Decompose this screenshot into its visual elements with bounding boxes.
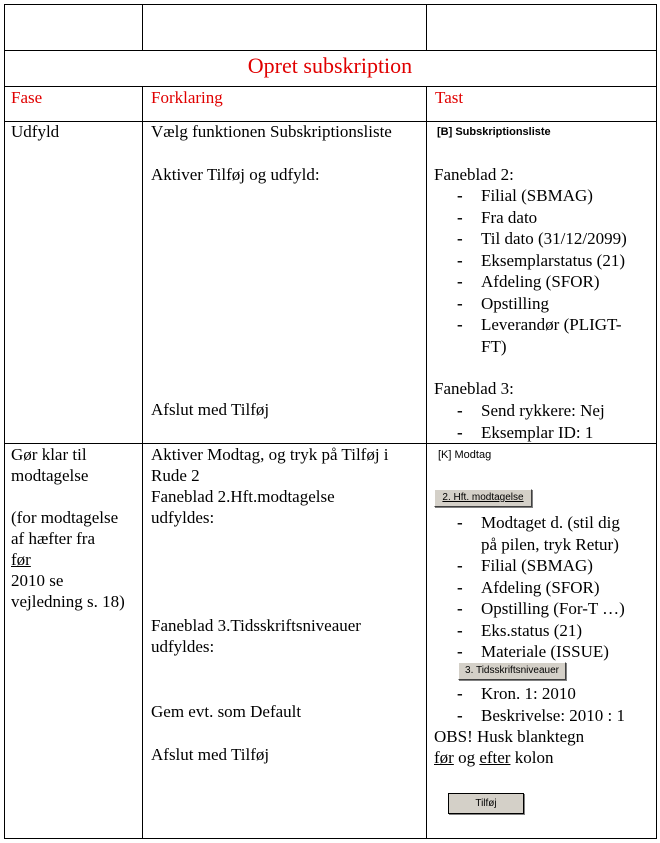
fase-line: vejledning s. 18) [11, 592, 125, 611]
bullet-dash: - [457, 705, 463, 725]
bullet-dash: - [457, 422, 463, 442]
border-left [4, 4, 5, 839]
list-item: Til dato (31/12/2099) [481, 229, 627, 248]
fase-line: Gør klar til [11, 445, 87, 464]
list-item: Eksemplarstatus (21) [481, 250, 625, 270]
bullet-dash: - [457, 556, 463, 575]
fase-line: af hæfter fra [11, 529, 96, 548]
bullet-dash: - [457, 401, 463, 420]
list-item: Eksemplar ID: 1 [481, 422, 594, 442]
border-bottom [4, 838, 657, 839]
bullet-dash: - [457, 315, 463, 334]
faneblad-2-label: Faneblad 2: [434, 165, 514, 184]
border-right [656, 4, 657, 839]
fase-line: (for modtagelse [11, 508, 119, 527]
list-item: Afdeling (SFOR) [481, 272, 600, 291]
faneblad-3-label: Faneblad 3: [434, 379, 514, 398]
col-divider [426, 86, 427, 839]
table-title: Opret subskription [247, 53, 413, 78]
forklaring-line: Aktiver Modtag, og tryk på Tilføj i [151, 445, 389, 464]
underlined-foer: før [11, 550, 31, 569]
list-item: Eks.status (21) [481, 620, 583, 640]
list-item: Leverandør (PLIGT- [481, 315, 622, 334]
underlined-efter: efter [479, 748, 511, 767]
bullet-dash: - [457, 186, 463, 205]
bullet-dash: - [457, 577, 463, 597]
list-item: Kron. 1: 2010 [481, 684, 576, 703]
fase-line: modtagelse [11, 466, 89, 485]
bullet-dash: - [457, 620, 463, 640]
text-kolon: kolon [514, 748, 554, 767]
tilfoej-button[interactable]: Tilføj [448, 793, 524, 814]
forklaring-line: Vælg funktionen Subskriptionsliste [151, 122, 392, 141]
forklaring-line: Afslut med Tilføj [151, 745, 270, 764]
bullet-dash: - [457, 293, 463, 313]
bullet-dash: - [457, 684, 463, 703]
header-fase: Fase [11, 88, 43, 107]
list-item: Opstilling (For-T …) [481, 599, 625, 618]
tab-hft-modtagelse-button[interactable]: 2. Hft. modtagelse [434, 489, 532, 507]
tab-tidsskriftsniveauer-button[interactable]: 3. Tidsskriftsniveauer [458, 662, 566, 680]
header-forklaring: Forklaring [151, 88, 223, 107]
bullet-dash: - [457, 272, 463, 291]
border-top [4, 4, 657, 5]
header-tast: Tast [435, 88, 464, 107]
col-divider [142, 4, 143, 51]
forklaring-line: Aktiver Tilføj og udfyld: [151, 165, 320, 184]
forklaring-line: Rude 2 [151, 466, 200, 485]
list-item: Materiale (ISSUE) [481, 642, 609, 661]
forklaring-line: udfyldes: [151, 637, 215, 656]
col-divider [426, 4, 427, 51]
bullet-dash: - [457, 250, 463, 270]
bullet-dash: - [457, 599, 463, 618]
divider [4, 86, 657, 87]
list-item: Afdeling (SFOR) [481, 577, 600, 597]
list-item: Opstilling [481, 293, 550, 313]
obs-note-2 [434, 748, 553, 768]
list-item: Modtaget d. (stil dig [481, 513, 620, 532]
key-subskriptionsliste: [B] Subskriptionsliste [437, 126, 551, 138]
bullet-dash: - [457, 229, 463, 248]
bullet-dash: - [457, 513, 463, 532]
divider [4, 443, 657, 444]
text-og: og [458, 748, 476, 767]
fase-line: 2010 se [11, 571, 64, 590]
forklaring-line: udfyldes: [151, 508, 215, 527]
list-item: Filial (SBMAG) [481, 186, 593, 205]
bullet-dash: - [457, 207, 463, 227]
list-item: Beskrivelse: 2010 : 1 [481, 705, 626, 725]
forklaring-line: Faneblad 2.Hft.modtagelse [151, 487, 335, 506]
fase-line [11, 550, 31, 570]
list-item: FT) [481, 336, 507, 356]
divider [4, 50, 657, 51]
underlined-foer: før [434, 748, 454, 767]
list-item: Filial (SBMAG) [481, 556, 593, 575]
forklaring-line: Gem evt. som Default [151, 702, 302, 721]
list-item: Fra dato [481, 207, 538, 227]
obs-note: OBS! Husk blanktegn [434, 727, 585, 746]
col-divider [142, 86, 143, 839]
key-modtag: [K] Modtag [438, 449, 492, 461]
list-item: Send rykkere: Nej [481, 401, 605, 420]
fase-udfyld: Udfyld [11, 122, 60, 141]
list-item: på pilen, tryk Retur) [481, 534, 619, 554]
forklaring-line: Afslut med Tilføj [151, 400, 270, 419]
forklaring-line: Faneblad 3.Tidsskriftsniveauer [151, 616, 361, 635]
bullet-dash: - [457, 642, 463, 661]
